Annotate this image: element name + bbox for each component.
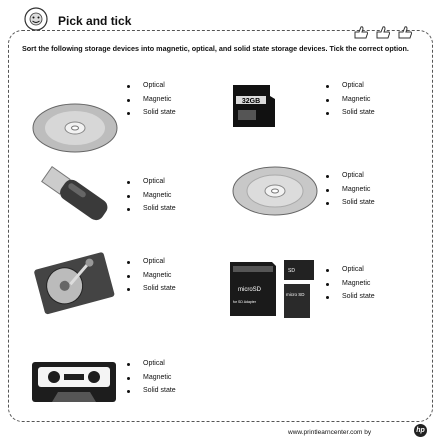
mascot-icon <box>22 6 50 32</box>
sd-cards-icon <box>228 256 318 322</box>
option-solid-state[interactable]: Solid state <box>127 285 176 299</box>
option-solid-state[interactable]: Solid state <box>326 293 375 307</box>
option-solid-state[interactable]: Solid state <box>326 199 375 213</box>
option-optical[interactable]: Optical <box>127 82 176 96</box>
option-magnetic[interactable]: Magnetic <box>326 280 375 294</box>
option-solid-state[interactable]: Solid state <box>127 387 176 401</box>
option-magnetic[interactable]: Magnetic <box>127 374 176 388</box>
option-optical[interactable]: Optical <box>326 266 375 280</box>
options-7 <box>127 360 176 401</box>
instructions: Sort the following storage devices into magnetic, optical, and solid state storage devices. Tick the correct option. <box>22 44 409 53</box>
options-1 <box>127 82 176 123</box>
cd-disc-icon <box>30 100 120 155</box>
option-solid-state[interactable]: Solid state <box>127 109 176 123</box>
options-3 <box>127 178 176 219</box>
thumbs-up-icon <box>352 24 424 40</box>
option-magnetic[interactable]: Magnetic <box>326 186 375 200</box>
sd-card-label: microSD <box>238 287 262 293</box>
option-solid-state[interactable]: Solid state <box>326 109 375 123</box>
usb-drive-icon <box>30 165 120 225</box>
option-solid-state[interactable]: Solid state <box>127 205 176 219</box>
option-optical[interactable]: Optical <box>127 178 176 192</box>
memory-card-label: 32GB <box>241 98 261 105</box>
memory-card-icon <box>230 82 290 130</box>
options-6 <box>326 266 375 307</box>
option-optical[interactable]: Optical <box>326 172 375 186</box>
sd-card-top-label: SD <box>288 268 295 274</box>
option-optical[interactable]: Optical <box>127 258 176 272</box>
options-4 <box>326 172 375 213</box>
options-2 <box>326 82 375 123</box>
dvd-disc-icon <box>230 163 320 218</box>
sd-card-bottom-label: micro SD <box>286 292 305 297</box>
footer-site[interactable]: www.printlearncenter.com by <box>288 429 372 436</box>
option-magnetic[interactable]: Magnetic <box>127 272 176 286</box>
option-magnetic[interactable]: Magnetic <box>127 192 176 206</box>
page-title: Pick and tick <box>58 14 132 28</box>
options-5 <box>127 258 176 299</box>
cassette-icon <box>30 358 120 406</box>
option-magnetic[interactable]: Magnetic <box>326 96 375 110</box>
hp-logo-icon: hp <box>414 424 427 437</box>
option-magnetic[interactable]: Magnetic <box>127 96 176 110</box>
option-optical[interactable]: Optical <box>326 82 375 96</box>
sd-card-sublabel: for SD Adapter <box>233 300 256 304</box>
option-optical[interactable]: Optical <box>127 360 176 374</box>
hard-disk-icon <box>30 250 120 315</box>
